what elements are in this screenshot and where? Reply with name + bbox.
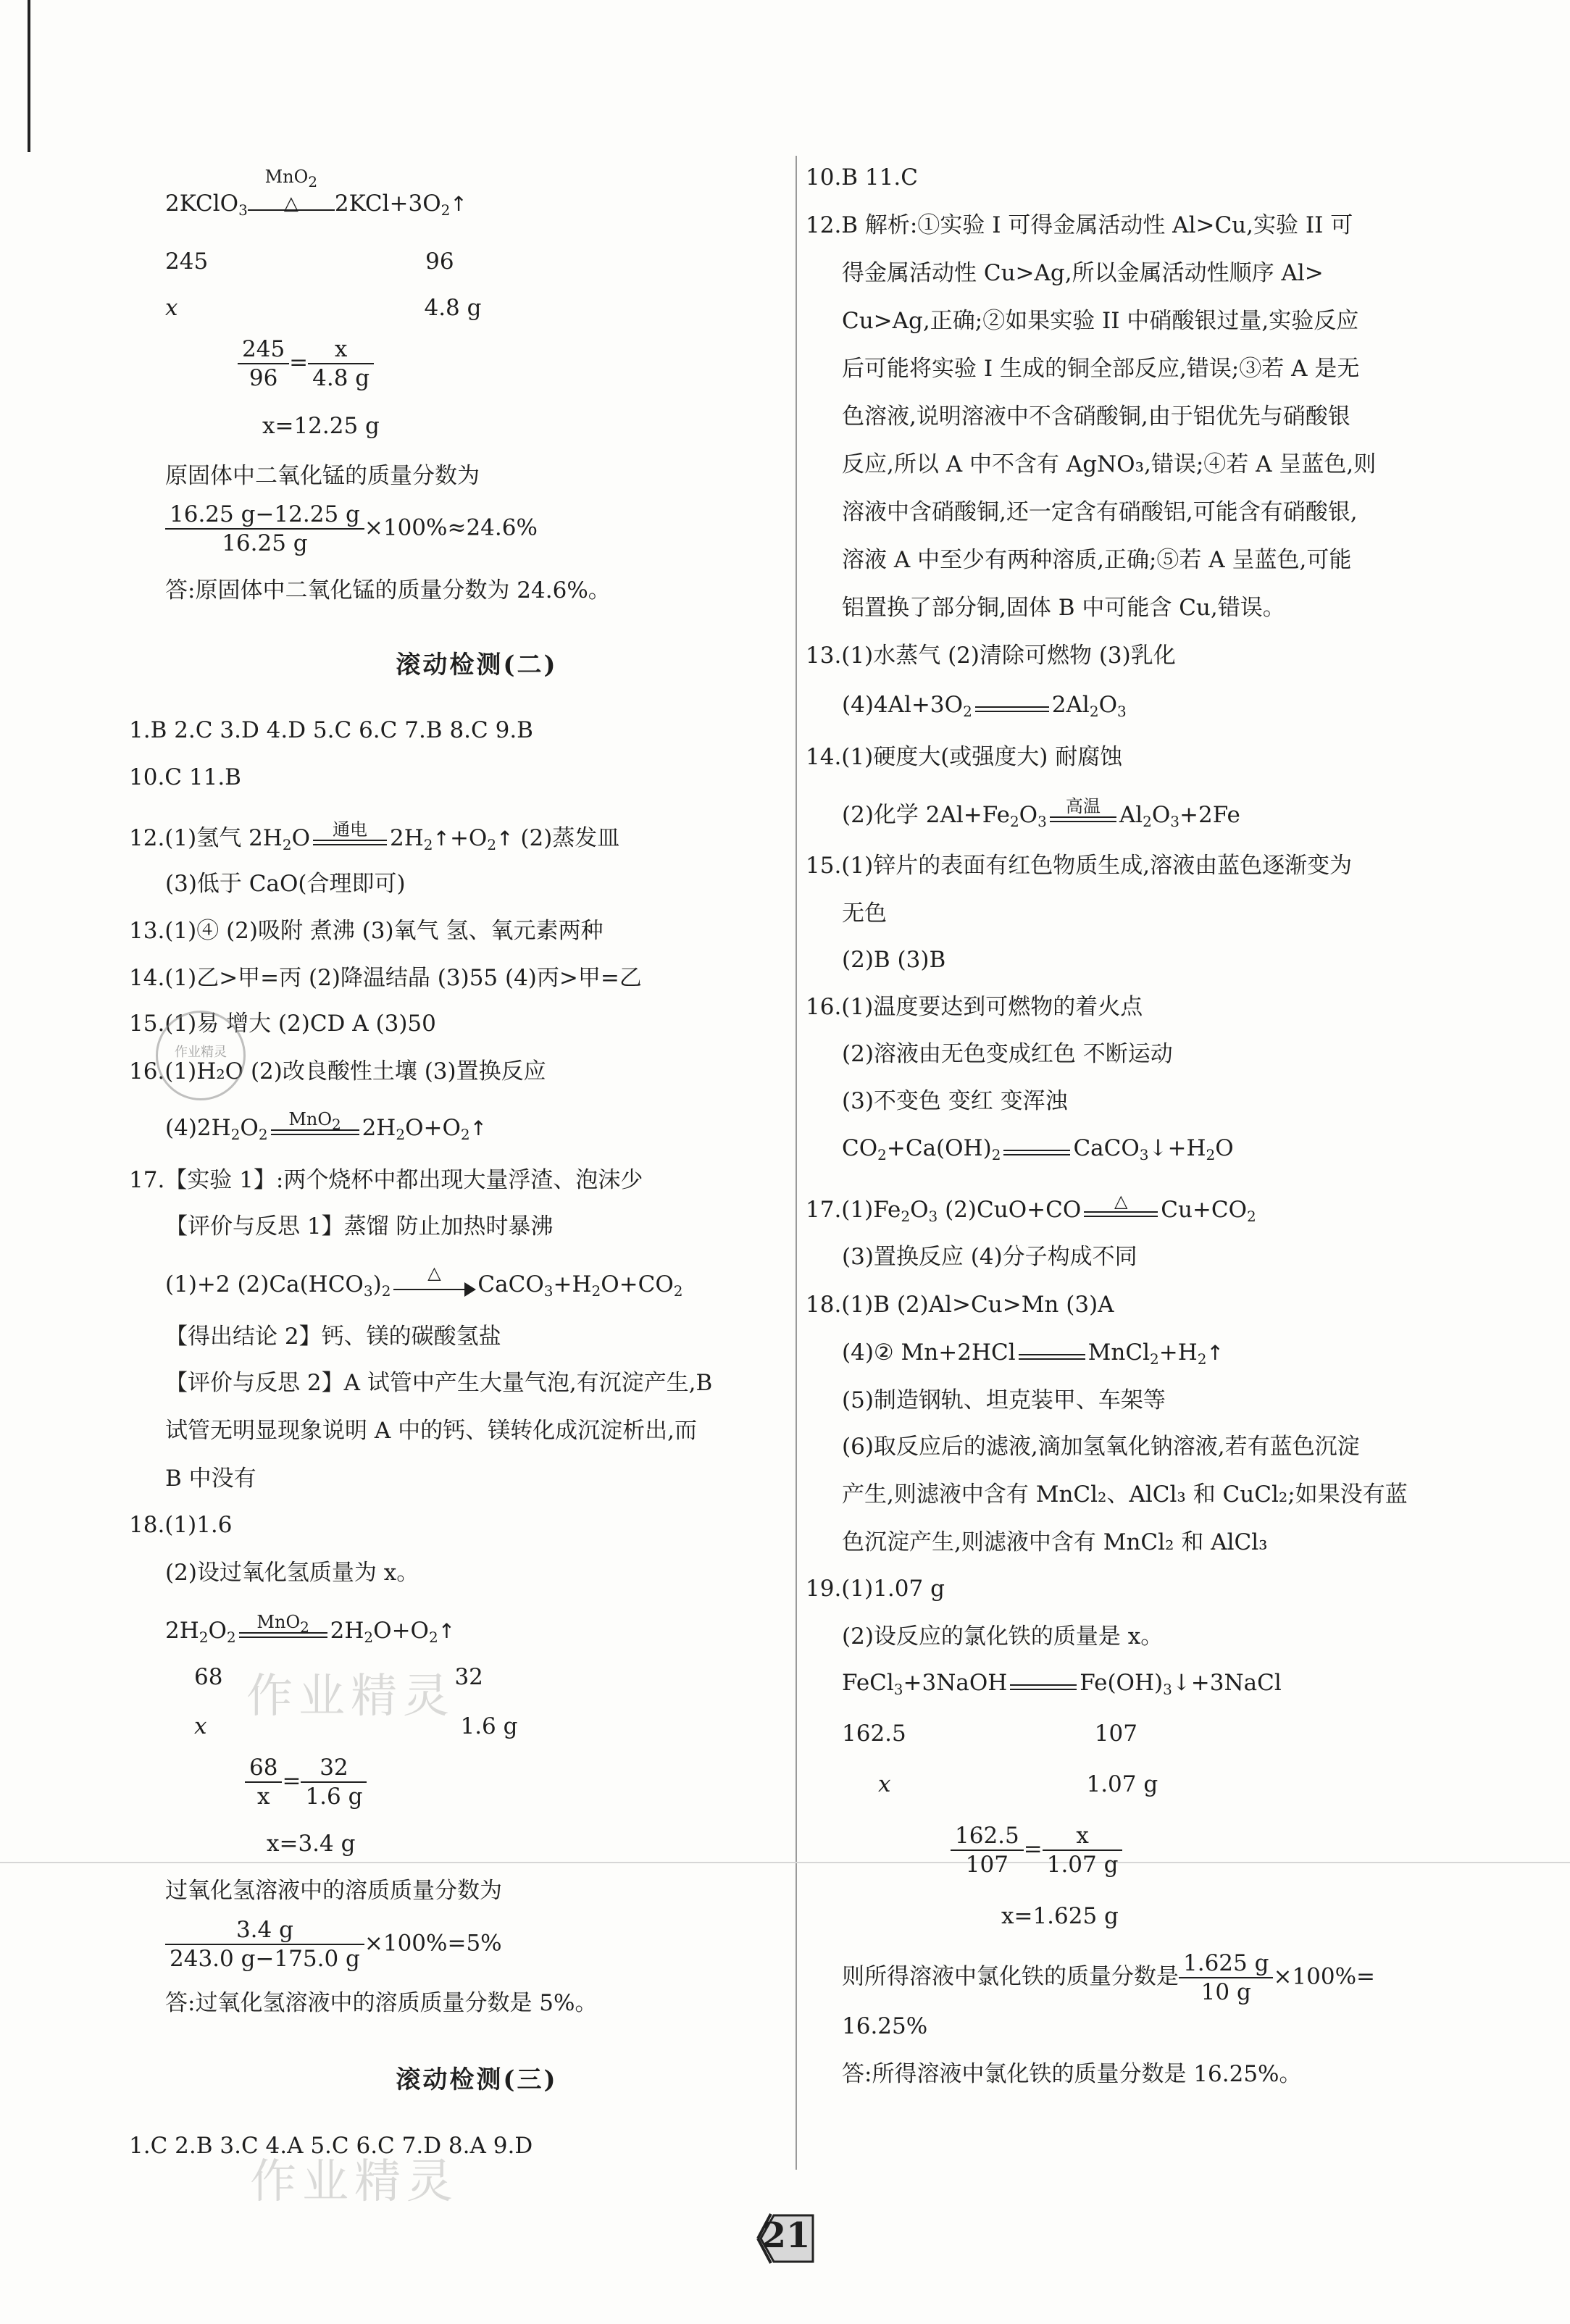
answer-line: 【得出结论 2】钙、镁的碳酸氢盐	[165, 1324, 501, 1350]
equation-cahco3: (1)+2 $(2)Ca(HCO_3)_2$ △ $CaCO_3+H_2O+CO_2$	[165, 1262, 683, 1300]
fold-line	[0, 1862, 1570, 1863]
answer-18: 18.(1)B (2)Al>Cu>Mn (3)A	[806, 1292, 1114, 1318]
answer-15: 15.(1)锌片的表面有红色物质生成,溶液由蓝色逐渐变为	[806, 853, 1353, 879]
analysis-line: 铝置换了部分铜,固体 B 中可能含 Cu,错误。	[842, 595, 1285, 621]
stamp: 作业精灵	[156, 1011, 246, 1100]
watermark: 作业精灵	[246, 1670, 455, 1723]
text-line: 过氧化氢溶液中的溶质质量分数为	[165, 1878, 502, 1904]
answer-line: 【评价与反思 2】A 试管中产生大量气泡,有沉淀产生,B	[165, 1370, 713, 1396]
proportion: $\frac{245}{96}$ = $\frac{x}{4.8 g}$	[238, 335, 374, 392]
x-result: x=3.4 g	[267, 1831, 356, 1857]
analysis-line: 溶液中含硝酸铜,还一定含有硝酸铝,可能含有硝酸银,	[842, 499, 1358, 525]
answer-line: 产生,则滤液中含有 MnCl₂、AlCl₃ 和 CuCl₂;如果没有蓝	[842, 1481, 1408, 1508]
equation-caco3: $CO_2+Ca(OH)_2$ $CaCO_3↓+H_2O$	[842, 1135, 1234, 1163]
equation-mn: (4)② Mn+2HCl $MnCl_2+H_2↑$	[842, 1339, 1224, 1368]
equation-al: $(4)4Al+3O_2$ $2Al_2O_3$	[842, 692, 1127, 720]
proportion: $\frac{162.5}{107}$ = $\frac{x}{1.07 g}$	[951, 1822, 1122, 1878]
mass-ratio-row: 162.5 107	[842, 1721, 1137, 1747]
analysis-line: 后可能将实验 I 生成的铜全部反应,错误;③若 A 是无	[842, 356, 1360, 382]
answer-16: 16.(1)温度要达到可燃物的着火点	[806, 994, 1143, 1020]
answer-12-analysis: 12.B 解析:①实验 I 可得金属活动性 Al>Cu,实验 II 可	[806, 212, 1353, 238]
fraction-calc: $\frac{16.25 g-12.25 g}{16.25 g}$ ×100%≈24.6%	[165, 501, 538, 557]
answer-17: $17.(1)Fe_2O_3$ (2)CuO+CO △ $Cu+CO_2$	[806, 1190, 1256, 1225]
answer-18: 18.(1)1.6	[129, 1512, 233, 1538]
mass-ratio-row: 245 96	[165, 248, 454, 275]
answer-16: 16.(1)H₂O (2)改良酸性土壤 (3)置换反应	[129, 1058, 546, 1084]
x-result: x=12.25 g	[262, 413, 380, 439]
answer-line: (3)置换反应 (4)分子构成不同	[842, 1244, 1137, 1270]
unknown-row: x 4.8 g	[165, 295, 482, 321]
answer-line: 16.25%	[842, 2013, 928, 2039]
answer-line: 试管无明显现象说明 A 中的钙、镁转化成沉淀析出,而	[165, 1418, 697, 1444]
analysis-line: 反应,所以 A 中不含有 AgNO₃,错误;④若 A 呈蓝色,则	[842, 451, 1377, 477]
equation-thermite: (2)化学 $2Al+Fe_2O_3$ 高温 $Al_2O_3+2Fe$	[842, 795, 1240, 830]
answer-13: 13.(1)④ (2)吸附 煮沸 (3)氧气 氢、氧元素两种	[129, 918, 604, 944]
analysis-line: Cu>Ag,正确;②如果实验 II 中硝酸银过量,实验反应	[842, 308, 1359, 334]
answers-row: 1.C 2.B 3.C 4.A 5.C 6.C 7.D 8.A 9.D	[129, 2133, 533, 2159]
answer-15: 15.(1)易 增大 (2)CD A (3)50	[129, 1011, 436, 1037]
answer-19: 19.(1)1.07 g	[806, 1576, 945, 1602]
answer-line: 答:所得溶液中氯化铁的质量分数是 16.25%。	[842, 2061, 1302, 2087]
page-number: 21	[746, 2208, 826, 2269]
answer-12: 12.(1)氢气 $2H_2O$ 通电 $2H_2↑+O_2↑$ (2)蒸发皿	[129, 819, 620, 853]
equation-fecl3: FeCl$_3$+3NaOH $Fe(OH)_3↓+3NaCl$	[842, 1670, 1282, 1698]
left-edge-line	[28, 0, 30, 152]
fraction-calc: $\frac{3.4 g}{243.0 g-175.0 g}$ ×100%=5%	[165, 1916, 502, 1973]
text-line: 原固体中二氧化锰的质量分数为	[165, 463, 480, 489]
answer-line: (6)取反应后的滤液,滴加氢氧化钠溶液,若有蓝色沉淀	[842, 1434, 1360, 1460]
analysis-line: 色溶液,说明溶液中不含硝酸铜,由于铝优先与硝酸银	[842, 404, 1350, 430]
answer-line: (3)低于 CaO(合理即可)	[165, 871, 406, 897]
answer-line: (2)设过氧化氢质量为 x。	[165, 1560, 419, 1586]
answer-line: 答:过氧化氢溶液中的溶质质量分数是 5%。	[165, 1990, 598, 2016]
watermark: 作业精灵	[250, 2155, 459, 2209]
equation-h2o2: $(4)2H_2O_2$ MnO$_2$ $2H_2O+O_2↑$	[165, 1108, 488, 1143]
answer-line: 无色	[842, 900, 887, 927]
answer-line: (5)制造钢轨、坦克装甲、车架等	[842, 1387, 1166, 1413]
answer-line: (2)溶液由无色变成红色 不断运动	[842, 1041, 1173, 1067]
answer-17: 17.【实验 1】:两个烧杯中都出现大量浮渣、泡沫少	[129, 1167, 643, 1193]
mass-ratio-row: 68 32	[194, 1664, 483, 1690]
equation-kclo3: 2KClO$_3$ MnO$_2$ △ $2KCl+3O_2↑$	[165, 167, 467, 219]
fraction-calc: 则所得溶液中氯化铁的质量分数是 $\frac{1.625 g}{10 g}$ ×100%=	[842, 1950, 1376, 2005]
answer-13: 13.(1)水蒸气 (2)清除可燃物 (3)乳化	[806, 643, 1176, 669]
answers-row: 1.B 2.C 3.D 4.D 5.C 6.C 7.B 8.C 9.B	[129, 717, 533, 743]
proportion: $\frac{68}{x}$ = $\frac{32}{1.6 g}$	[245, 1754, 367, 1810]
answer-line: B 中没有	[165, 1466, 256, 1492]
answer-line: (3)不变色 变红 变浑浊	[842, 1088, 1068, 1114]
analysis-line: 得金属活动性 Cu>Ag,所以金属活动性顺序 Al>	[842, 260, 1324, 286]
column-divider	[796, 156, 797, 2170]
answer-line: 【评价与反思 1】蒸馏 防止加热时暴沸	[165, 1213, 554, 1240]
answer-line: 答:原固体中二氧化锰的质量分数为 24.6%。	[165, 577, 611, 603]
equation-h2o2-b: $2H_2O_2$ MnO$_2$ $2H_2O+O_2↑$	[165, 1611, 456, 1646]
answer-line: (2)B (3)B	[842, 947, 946, 973]
answers-row: 10.C 11.B	[129, 764, 241, 790]
unknown-row: x 1.07 g	[878, 1771, 1158, 1797]
answer-line: 色沉淀产生,则滤液中含有 MnCl₂ 和 AlCl₃	[842, 1529, 1268, 1555]
answers-row: 10.B 11.C	[806, 164, 918, 191]
x-result: x=1.625 g	[1001, 1903, 1119, 1929]
analysis-line: 溶液 A 中至少有两种溶质,正确;⑤若 A 呈蓝色,可能	[842, 547, 1352, 573]
section-heading-3: 滚动检测(三)	[396, 2065, 558, 2094]
answer-14: 14.(1)乙>甲=丙 (2)降温结晶 (3)55 (4)丙>甲=乙	[129, 965, 642, 991]
answer-line: (2)设反应的氯化铁的质量是 x。	[842, 1623, 1164, 1650]
answer-14: 14.(1)硬度大(或强度大) 耐腐蚀	[806, 744, 1123, 770]
unknown-row: x 1.6 g	[194, 1713, 518, 1739]
section-heading-2: 滚动检测(二)	[396, 651, 558, 680]
